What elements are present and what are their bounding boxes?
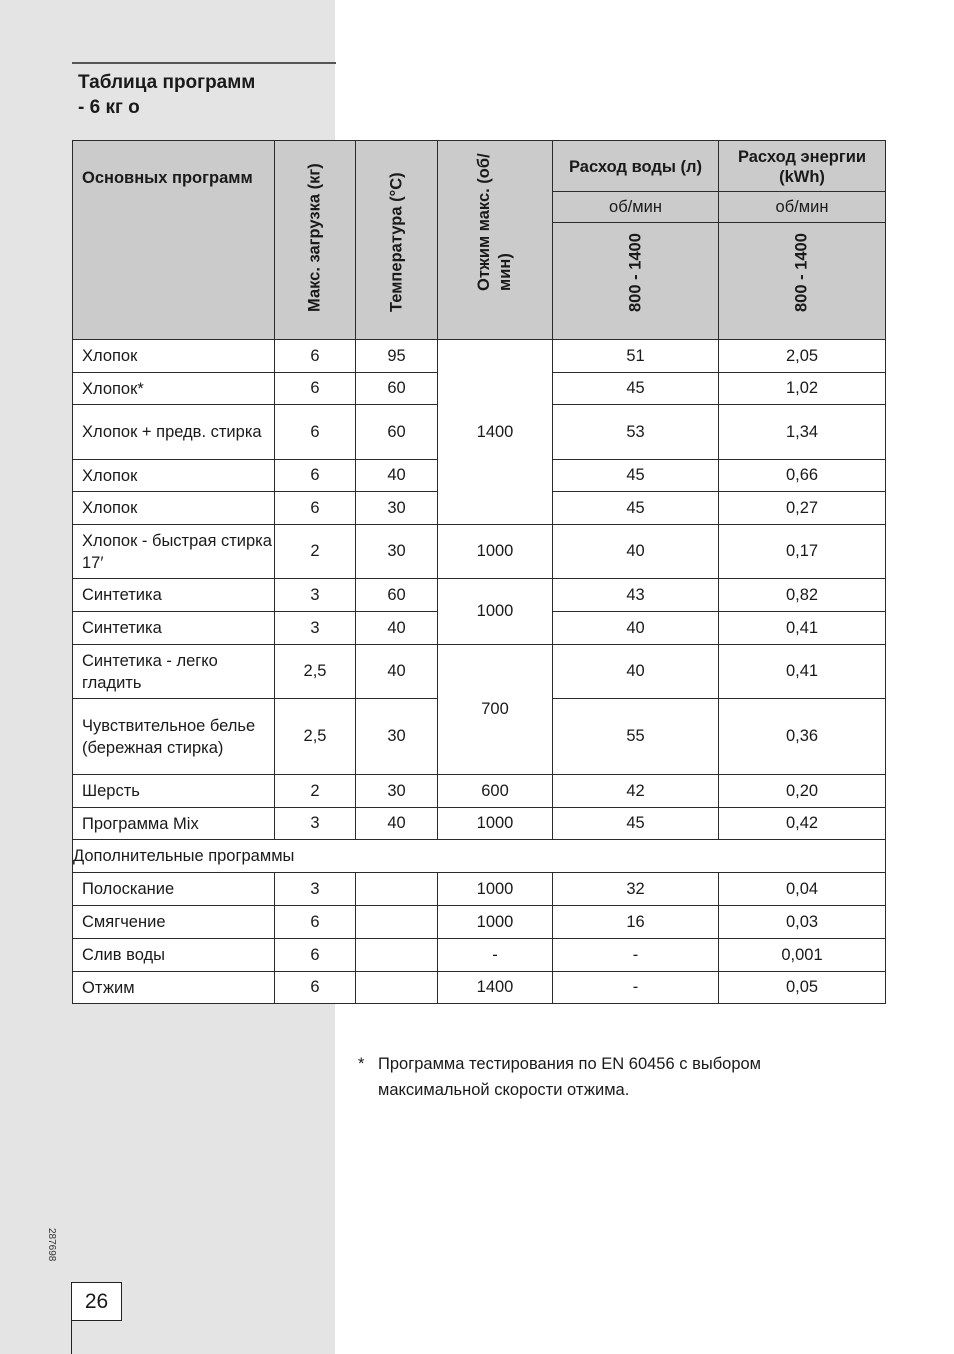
- program-temp: 40: [356, 808, 438, 840]
- program-load: 2,5: [275, 699, 356, 775]
- program-temp: 30: [356, 492, 438, 525]
- page-number: 26: [71, 1282, 122, 1321]
- program-load: 2: [275, 525, 356, 579]
- program-spin: 1000: [438, 525, 553, 579]
- program-spin: -: [438, 939, 553, 972]
- program-temp: 60: [356, 405, 438, 460]
- program-load: 6: [275, 340, 356, 373]
- header-water-range: [553, 223, 719, 340]
- program-water: 55: [553, 699, 719, 775]
- section-row-extra: [73, 840, 886, 873]
- program-name: Хлопок - быстрая стирка 17′: [73, 525, 275, 579]
- program-temp: [356, 873, 438, 906]
- program-temp: 40: [356, 460, 438, 492]
- program-water: 45: [553, 373, 719, 405]
- program-energy: 1,34: [719, 405, 886, 460]
- header-spin: [438, 141, 553, 340]
- header-energy-range: [719, 223, 886, 340]
- program-energy: 0,17: [719, 525, 886, 579]
- program-energy: 0,41: [719, 645, 886, 699]
- program-load: 6: [275, 460, 356, 492]
- program-energy: 0,66: [719, 460, 886, 492]
- program-energy: 0,27: [719, 492, 886, 525]
- program-temp: 40: [356, 612, 438, 645]
- document-code: 287698: [46, 1228, 57, 1262]
- table-row: [73, 808, 886, 840]
- program-load: 6: [275, 939, 356, 972]
- program-load: 6: [275, 972, 356, 1004]
- header-water-range-label: 800 - 1400: [626, 233, 644, 312]
- program-load: 6: [275, 492, 356, 525]
- program-temp: 30: [356, 525, 438, 579]
- program-load: 6: [275, 373, 356, 405]
- table-row: [73, 906, 886, 939]
- program-name: Хлопок + предв. стирка: [73, 405, 275, 460]
- program-load: 2,5: [275, 645, 356, 699]
- program-energy: 0,05: [719, 972, 886, 1004]
- program-name: Чувствительное белье (бережная стирка): [73, 699, 275, 775]
- program-temp: [356, 939, 438, 972]
- program-water: 53: [553, 405, 719, 460]
- program-energy: 0,42: [719, 808, 886, 840]
- footnote-marker: *: [358, 1055, 365, 1073]
- program-energy: 0,41: [719, 612, 886, 645]
- program-spin: 1000: [438, 579, 553, 645]
- program-name: Хлопок: [73, 492, 275, 525]
- program-energy: 0,20: [719, 775, 886, 808]
- table-row: [73, 939, 886, 972]
- table-row: [73, 525, 886, 579]
- program-temp: 60: [356, 373, 438, 405]
- program-water: 42: [553, 775, 719, 808]
- program-temp: 60: [356, 579, 438, 612]
- footnote: [358, 1051, 828, 1103]
- program-name: Шерсть: [73, 775, 275, 808]
- header-energy: Расход энергии (kWh): [719, 141, 886, 192]
- program-spin: 700: [438, 645, 553, 775]
- header-energy-unit: об/мин: [719, 192, 886, 223]
- program-water: 40: [553, 612, 719, 645]
- program-spin: 600: [438, 775, 553, 808]
- program-name: Полоскание: [73, 873, 275, 906]
- program-temp: [356, 972, 438, 1004]
- header-water: Расход воды (л): [553, 141, 719, 192]
- table-row: [73, 579, 886, 612]
- program-water: 45: [553, 808, 719, 840]
- program-name: Программа Mix: [73, 808, 275, 840]
- program-energy: 0,82: [719, 579, 886, 612]
- page-title: [78, 70, 255, 120]
- program-water: 51: [553, 340, 719, 373]
- header-water-unit: об/мин: [553, 192, 719, 223]
- table-header-row-1: [73, 141, 886, 192]
- program-name: Отжим: [73, 972, 275, 1004]
- program-water: -: [553, 939, 719, 972]
- program-load: 3: [275, 808, 356, 840]
- header-temperature: [356, 141, 438, 340]
- program-temp: 40: [356, 645, 438, 699]
- program-temp: 30: [356, 775, 438, 808]
- program-name: Хлопок: [73, 340, 275, 373]
- program-water: 16: [553, 906, 719, 939]
- program-load: 6: [275, 906, 356, 939]
- program-energy: 1,02: [719, 373, 886, 405]
- program-name: Синтетика - легко гладить: [73, 645, 275, 699]
- program-name: Синтетика: [73, 612, 275, 645]
- program-name: Хлопок: [73, 460, 275, 492]
- program-spin: 1000: [438, 906, 553, 939]
- program-energy: 0,36: [719, 699, 886, 775]
- program-temp: 30: [356, 699, 438, 775]
- program-table: [72, 140, 886, 1004]
- program-spin: 1400: [438, 340, 553, 525]
- program-water: 45: [553, 460, 719, 492]
- header-energy-range-label: 800 - 1400: [792, 233, 811, 312]
- program-load: 3: [275, 612, 356, 645]
- program-water: -: [553, 972, 719, 1004]
- table-row: [73, 775, 886, 808]
- program-temp: [356, 906, 438, 939]
- program-energy: 0,04: [719, 873, 886, 906]
- page-title-line-2: - 6 кг о: [78, 97, 140, 118]
- table-row: [73, 972, 886, 1004]
- program-name: Синтетика: [73, 579, 275, 612]
- program-energy: 0,03: [719, 906, 886, 939]
- program-water: 40: [553, 645, 719, 699]
- program-name: Хлопок*: [73, 373, 275, 405]
- program-energy: 0,001: [719, 939, 886, 972]
- program-spin: 1000: [438, 873, 553, 906]
- program-name: Слив воды: [73, 939, 275, 972]
- header-load: [275, 141, 356, 340]
- header-programs: Основных программ: [73, 141, 275, 340]
- program-load: 3: [275, 873, 356, 906]
- program-temp: 95: [356, 340, 438, 373]
- header-spin-label: Отжим макс. (об/мин): [475, 153, 514, 291]
- program-energy: 2,05: [719, 340, 886, 373]
- table-row: [73, 645, 886, 699]
- program-water: 40: [553, 525, 719, 579]
- program-spin: 1400: [438, 972, 553, 1004]
- program-water: 43: [553, 579, 719, 612]
- program-load: 2: [275, 775, 356, 808]
- program-name: Смягчение: [73, 906, 275, 939]
- program-water: 45: [553, 492, 719, 525]
- page-number-rule: [71, 1319, 72, 1354]
- footnote-text: Программа тестирования по EN 60456 с выбором максимальной скорости отжима.: [378, 1055, 762, 1099]
- section-title-extra: Дополнительные программы: [73, 840, 886, 873]
- table-row: [73, 340, 886, 373]
- program-water: 32: [553, 873, 719, 906]
- program-load: 6: [275, 405, 356, 460]
- page-title-line-1: Таблица программ: [78, 72, 256, 93]
- header-temperature-label: Температура (°C): [387, 172, 405, 312]
- header-load-label: Макс. загрузка (кг): [305, 163, 324, 312]
- title-rule: [72, 62, 336, 64]
- program-load: 3: [275, 579, 356, 612]
- table-row: [73, 873, 886, 906]
- program-spin: 1000: [438, 808, 553, 840]
